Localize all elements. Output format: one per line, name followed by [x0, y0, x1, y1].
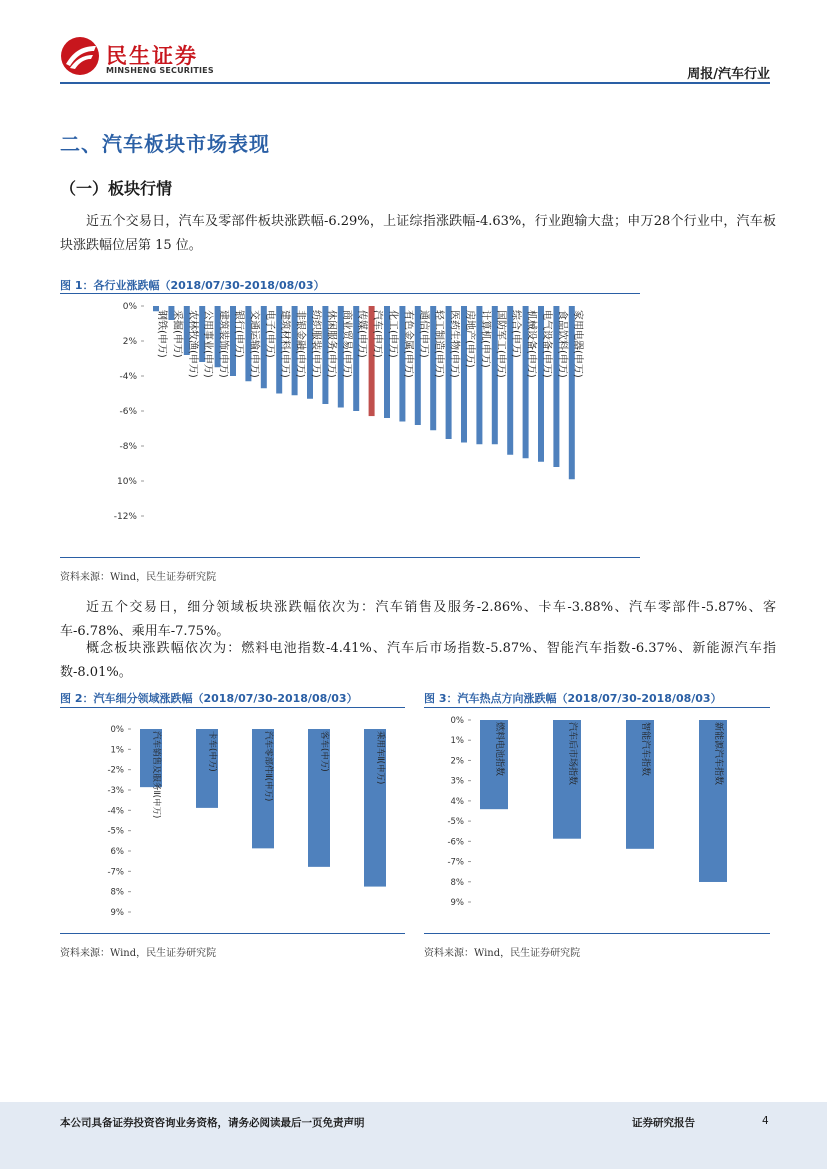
footer-report-label: 证券研究报告 [632, 1117, 695, 1129]
category-label: 食品饮料(申万) [556, 310, 568, 378]
figure-3-chart [424, 710, 770, 930]
y-tick-label: 10% [116, 477, 137, 487]
category-label: 公用事业(申万) [202, 310, 214, 378]
y-tick-label: -7% [107, 867, 124, 878]
y-tick-label: 0% [110, 725, 124, 735]
figure-3-top-rule [424, 707, 770, 708]
figure-1-source: 资料来源：Wind，民生证券研究院 [60, 572, 217, 583]
category-label: 综合(申万) [510, 310, 522, 358]
category-label: 交通运输(申万) [248, 310, 260, 378]
report-type: 周报/汽车行业 [687, 67, 770, 82]
category-label: 智能汽车指数 [640, 722, 650, 777]
footer-disclaimer: 本公司具备证券投资咨询业务资格，请务必阅读最后一页免责声明 [60, 1117, 365, 1129]
y-tick-label: 6% [110, 847, 124, 857]
category-label: 传媒(申万) [356, 310, 368, 358]
category-label: 机械设备(申万) [525, 310, 537, 378]
figure-2-chart [60, 712, 405, 932]
category-label: 电子(申万) [263, 310, 275, 358]
page-number: 4 [762, 1115, 769, 1127]
y-tick-label: -5% [107, 826, 124, 837]
y-tick-label: 8% [110, 887, 124, 898]
paragraph-subsector-summary: 近五个交易日，细分领域板块涨跌幅依次为：汽车销售及服务-2.86%、卡车-3.88%、汽车零部件-5.87%、客车-6.78%、乘用车-7.75%。 [60, 600, 776, 639]
y-tick-label: 1% [450, 736, 464, 747]
category-label: 新能源汽车指数 [713, 722, 723, 786]
category-label: 汽车销售及服务Ⅱ(申万) [151, 731, 161, 819]
category-label: 采掘(申万) [171, 310, 183, 358]
category-label: 汽车(申万) [371, 310, 383, 358]
category-label: 客车(申万) [319, 731, 329, 772]
category-label: 休闲服务(申万) [325, 310, 337, 378]
category-label: 卡车(申万) [207, 731, 217, 772]
figure-2-top-rule [60, 707, 405, 708]
y-tick-label: 9% [110, 908, 124, 918]
header-rule [60, 82, 770, 84]
figure-3-caption: 图 3：汽车热点方向涨跌幅（2018/07/30-2018/08/03） [424, 692, 722, 705]
paragraph-concept-summary: 概念板块涨跌幅依次为：燃料电池指数-4.41%、汽车后市场指数-5.87%、智能汽车指数-6.37%、新能源汽车指数-8.01%。 [60, 641, 776, 680]
category-label: 农林牧渔(申万) [186, 310, 198, 378]
figure-3-source: 资料来源：Wind，民生证券研究院 [424, 948, 581, 959]
category-label: 汽车零部件Ⅱ(申万) [263, 731, 273, 802]
figure-2-caption: 图 2：汽车细分领域涨跌幅（2018/07/30-2018/08/03） [60, 692, 358, 705]
y-tick-label: 1% [110, 745, 124, 756]
figure-2-bottom-rule [60, 933, 405, 934]
category-label: 通信(申万) [417, 310, 429, 358]
y-tick-label: 8% [450, 877, 464, 888]
category-label: 化工(申万) [387, 310, 398, 358]
category-label: 有色金属(申万) [402, 310, 414, 378]
y-tick-label: 0% [122, 302, 137, 312]
category-label: 银行(申万) [233, 310, 244, 358]
y-tick-label: -8% [119, 442, 137, 452]
y-tick-label: 2% [122, 337, 137, 347]
sub-title: （一）板块行情 [60, 179, 173, 198]
category-label: 轻工制造(申万) [433, 310, 445, 378]
y-tick-label: 3% [450, 776, 464, 787]
y-tick-label: 2% [450, 756, 464, 767]
category-label: 国防军工(申万) [494, 310, 506, 378]
category-label: 乘用车Ⅱ(申万) [375, 731, 385, 785]
minsheng-logo-icon [60, 36, 100, 76]
figure-2-source: 资料来源：Wind，民生证券研究院 [60, 948, 217, 959]
category-label: 医药生物(申万) [448, 310, 460, 378]
logo-english-name: MINSHENG SECURITIES [106, 66, 214, 75]
y-tick-label: -3% [107, 786, 124, 796]
category-label: 建筑装饰(申万) [217, 310, 229, 378]
y-tick-label: -4% [107, 806, 124, 817]
paragraph-sector-summary: 近五个交易日，汽车及零部件板块涨跌幅-6.29%，上证综指涨跌幅-4.63%，行业跑输大盘；申万28个行业中，汽车板块涨跌幅位居第 15 位。 [60, 214, 776, 253]
y-tick-label: 4% [450, 796, 464, 807]
page-header [60, 36, 770, 82]
y-tick-label: -5% [447, 817, 464, 828]
category-label: 计算机(申万) [479, 310, 491, 368]
category-label: 家用电器(申万) [571, 310, 583, 378]
category-label: 电气设备(申万) [541, 310, 552, 378]
category-label: 房地产(申万) [464, 310, 475, 368]
y-tick-label: -12% [113, 512, 137, 522]
category-label: 汽车后市场指数 [567, 722, 577, 786]
figure-1-top-rule [60, 293, 640, 294]
y-tick-label: 9% [450, 898, 464, 908]
category-label: 建筑材料(申万) [279, 310, 291, 378]
figure-1-bottom-rule [60, 557, 640, 558]
figure-1-caption: 图 1：各行业涨跌幅（2018/07/30-2018/08/03） [60, 279, 325, 292]
category-label: 钢铁(申万) [156, 310, 167, 358]
y-tick-label: -6% [119, 407, 137, 417]
page-footer [0, 1102, 827, 1169]
y-tick-label: -6% [447, 837, 464, 848]
category-label: 非银金融(申万) [294, 310, 306, 378]
category-label: 商业贸易(申万) [340, 310, 352, 378]
y-tick-label: 0% [450, 716, 464, 726]
figure-3-bottom-rule [424, 933, 770, 934]
section-title: 二、汽车板块市场表现 [60, 132, 270, 156]
y-tick-label: -2% [107, 765, 124, 776]
y-tick-label: -4% [119, 372, 137, 382]
y-tick-label: -7% [447, 857, 464, 868]
logo-chinese-name: 民生证券 [106, 44, 198, 68]
figure-1-chart [60, 296, 640, 546]
category-label: 燃料电池指数 [494, 722, 504, 777]
category-label: 纺织服装(申万) [310, 310, 321, 378]
